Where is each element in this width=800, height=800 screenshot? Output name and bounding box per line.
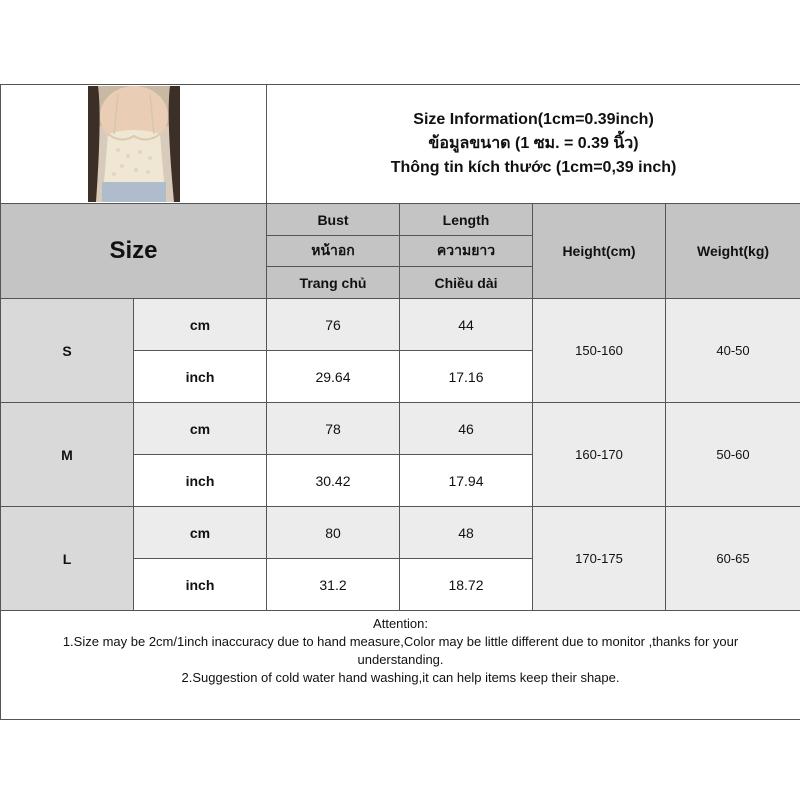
attention-title: Attention: — [373, 616, 428, 631]
unit-label: cm — [134, 403, 267, 455]
length-value: 44 — [400, 299, 533, 351]
size-label: L — [1, 507, 134, 611]
size-information-title — [267, 85, 800, 204]
bust-value: 76 — [267, 299, 400, 351]
attention-note-1: 1.Size may be 2cm/1inch inaccuracy due to hand measure,Color may be little different due to monitor ,thanks for your understanding. — [62, 634, 739, 667]
product-photo-cell — [1, 85, 267, 204]
bust-value: 29.64 — [267, 351, 400, 403]
title-vietnamese: Thông tin kích thước (1cm=0,39 inch) — [390, 159, 677, 176]
unit-label: inch — [134, 351, 267, 403]
weight-value: 60-65 — [666, 507, 800, 611]
bust-value: 78 — [267, 403, 400, 455]
size-table — [0, 84, 800, 720]
unit-label: cm — [134, 299, 267, 351]
bust-header-thai: หน้าอก — [267, 236, 400, 267]
height-header: Height(cm) — [533, 204, 666, 299]
size-chart — [0, 84, 800, 716]
length-value: 17.94 — [400, 455, 533, 507]
size-label: M — [1, 403, 134, 507]
unit-label: cm — [134, 507, 267, 559]
length-value: 46 — [400, 403, 533, 455]
table-row — [1, 299, 800, 351]
unit-label: inch — [134, 455, 267, 507]
bust-value: 30.42 — [267, 455, 400, 507]
weight-header: Weight(kg) — [666, 204, 800, 299]
unit-label: inch — [134, 559, 267, 611]
bust-header: Bust — [267, 204, 400, 236]
bust-header-vietnamese: Trang chủ — [267, 267, 400, 299]
table-row — [1, 507, 800, 559]
length-header-thai: ความยาว — [400, 236, 533, 267]
title-thai: ข้อมูลขนาด (1 ซม. = 0.39 นิ้ว) — [428, 135, 639, 152]
height-value: 170-175 — [533, 507, 666, 611]
title-english: Size Information(1cm=0.39inch) — [413, 111, 654, 128]
product-photo — [88, 86, 180, 202]
height-value: 150-160 — [533, 299, 666, 403]
bust-value: 31.2 — [267, 559, 400, 611]
height-value: 160-170 — [533, 403, 666, 507]
weight-value: 40-50 — [666, 299, 800, 403]
length-value: 17.16 — [400, 351, 533, 403]
bust-value: 80 — [267, 507, 400, 559]
length-header-vietnamese: Chiều dài — [400, 267, 533, 299]
attention-notes — [1, 611, 800, 720]
size-header: Size — [1, 204, 267, 299]
length-header: Length — [400, 204, 533, 236]
weight-value: 50-60 — [666, 403, 800, 507]
length-value: 18.72 — [400, 559, 533, 611]
length-value: 48 — [400, 507, 533, 559]
table-row — [1, 403, 800, 455]
attention-note-2: 2.Suggestion of cold water hand washing,it can help items keep their shape. — [181, 670, 620, 685]
size-label: S — [1, 299, 134, 403]
